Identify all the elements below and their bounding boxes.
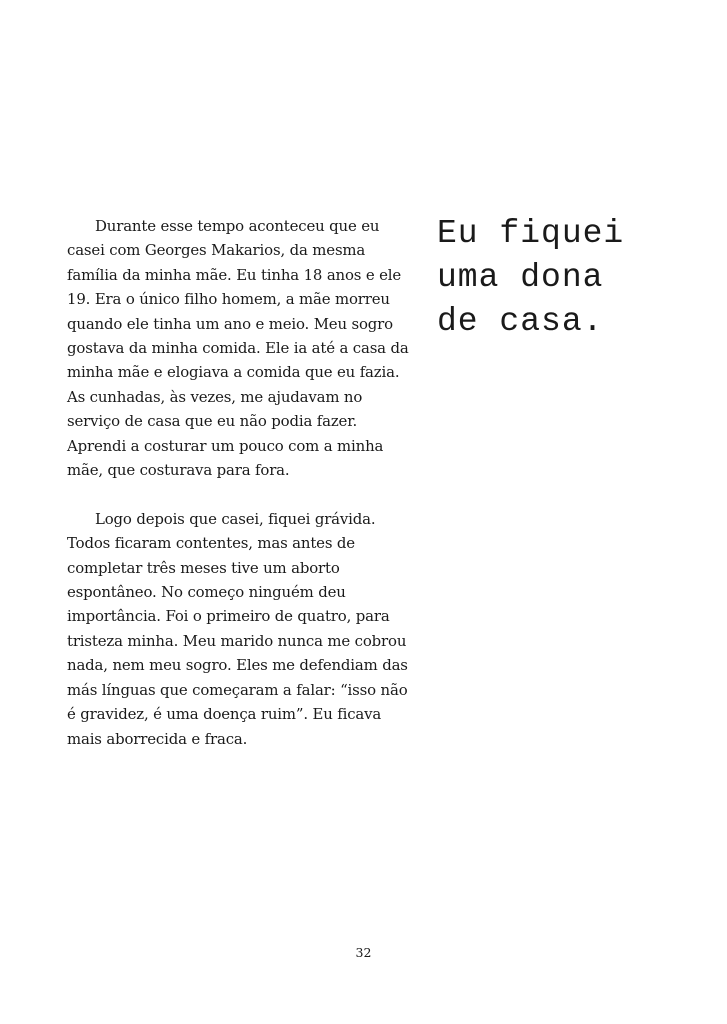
- pull-quote-line-3: de casa.: [437, 303, 604, 340]
- paragraph-2: Logo depois que casei, fiquei grávida. Todos ficaram contentes, mas antes de completar três meses tive um aborto espontâneo. No começo ninguém deu importância. Foi o primeiro de quatro, para tristeza minha. Meu marido nunca me cobrou nada, nem meu sogro. Eles me defendiam das más línguas que começaram a falar: “isso não é gravidez, é uma doença ruim”. Eu ficava mais aborrecida e fraca.: [67, 509, 408, 748]
- paragraph-1: Durante esse tempo aconteceu que eu casei com Georges Makarios, da mesma família da minha mãe. Eu tinha 18 anos e ele 19. Era o único filho homem, a mãe morreu quando ele tinha um ano e meio. Meu sogro gostava da minha comida. Ele ia até a casa da minha mãe e elogiava a comida que eu fazia. As cunhadas, às vezes, me ajudavam no serviço de casa que eu não podia fazer. Aprendi a costurar um pouco com a minha mãe, que costurava para fora.: [67, 217, 409, 480]
- body-text: [67, 214, 413, 751]
- pull-quote-line-2: uma dona: [437, 259, 604, 296]
- page-number: 32: [355, 945, 372, 960]
- pull-quote-line-1: Eu fiquei: [437, 215, 625, 252]
- pull-quote: [437, 212, 717, 344]
